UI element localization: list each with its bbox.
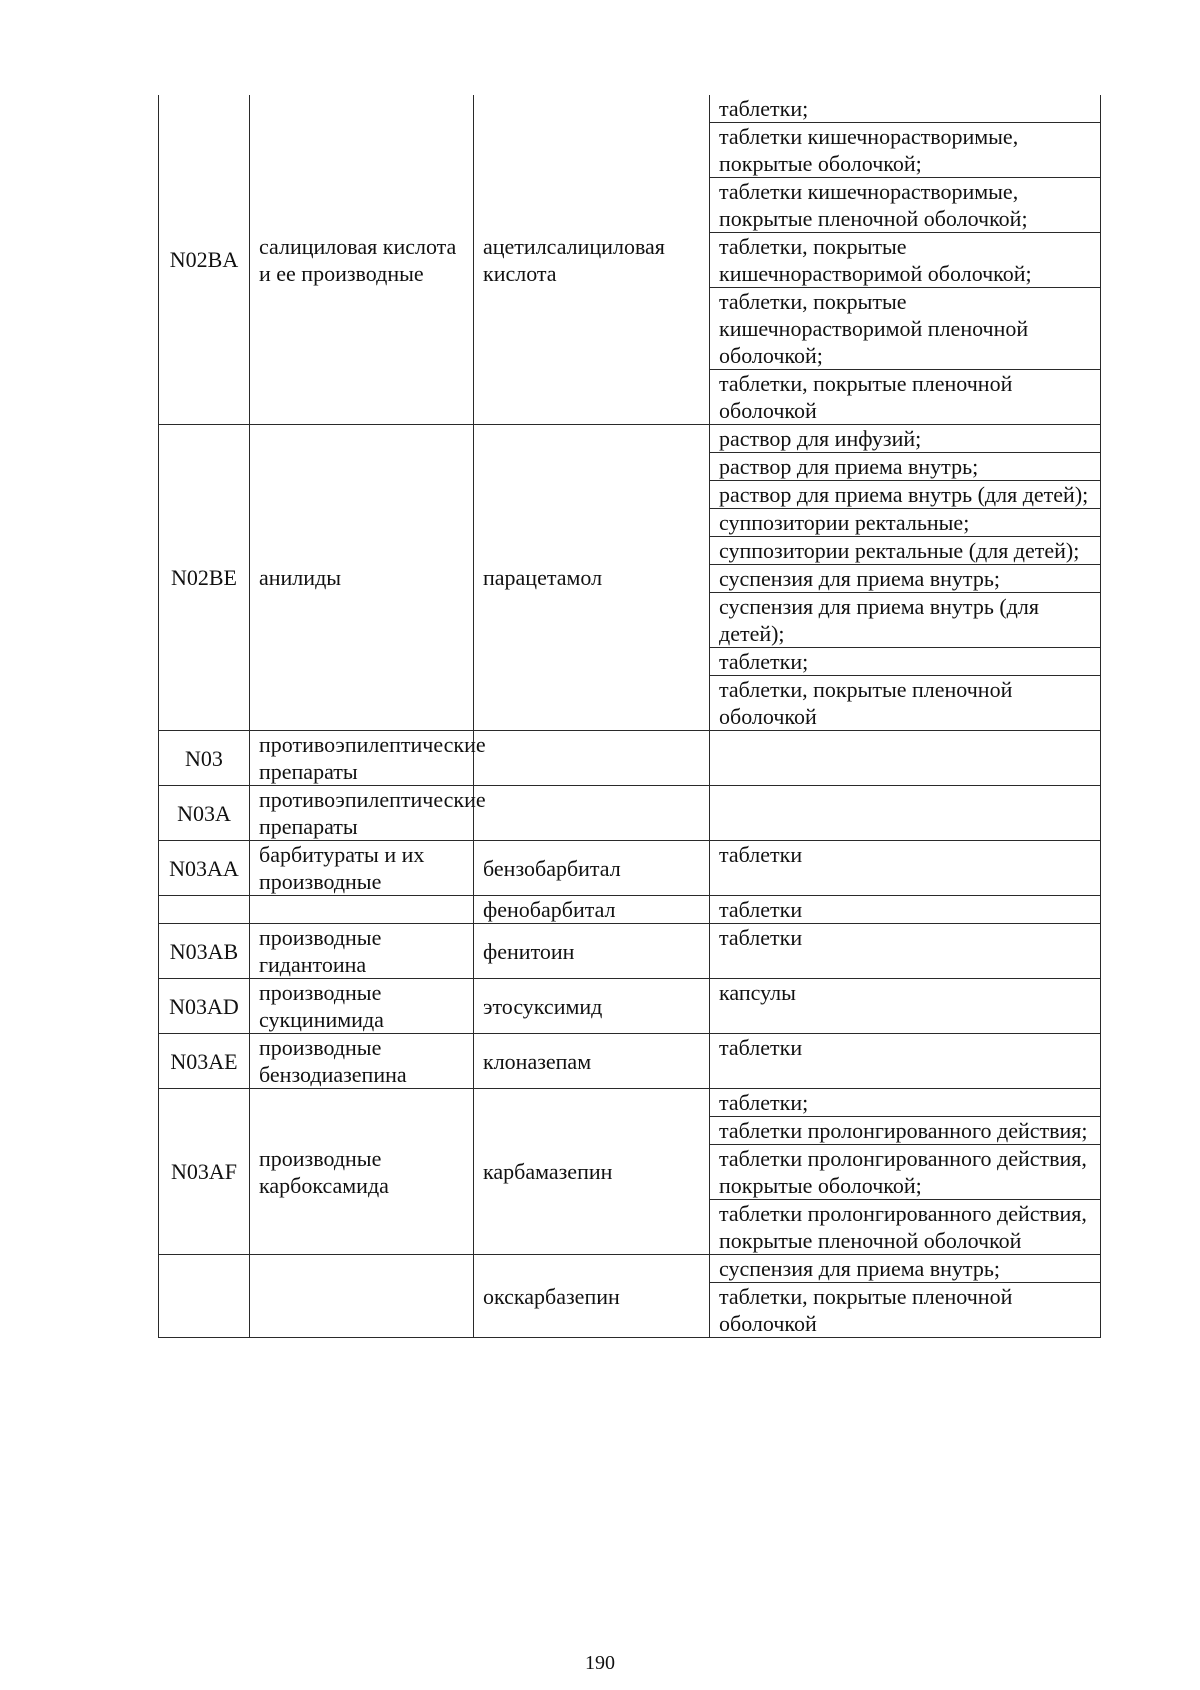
group-name-cell: производные сукцинимида	[250, 979, 474, 1034]
dosage-form-item: таблетки	[719, 842, 803, 867]
group-name-cell: производные карбоксамида	[250, 1089, 474, 1255]
drug-name-cell: ацетилсалициловая кислота	[474, 95, 710, 425]
dosage-forms-cell	[710, 841, 1101, 896]
group-name-cell: салициловая кислота и ее производные	[250, 95, 474, 425]
dosage-form-item: раствор для приема внутрь;	[710, 453, 1100, 481]
dosage-form-item: таблетки кишечнорастворимые, покрытые пленочной оболочкой;	[710, 178, 1100, 233]
dosage-form-item: таблетки;	[710, 1089, 1100, 1117]
atc-code-cell: N03A	[159, 786, 250, 841]
dosage-form-item: таблетки, покрытые пленочной оболочкой	[719, 371, 1013, 423]
dosage-form-item: суппозитории ректальные (для детей);	[710, 537, 1100, 565]
dosage-forms-cell	[710, 1255, 1101, 1338]
atc-code-cell	[159, 896, 250, 924]
dosage-form-item: суспензия для приема внутрь;	[710, 565, 1100, 593]
atc-code-cell: N03AD	[159, 979, 250, 1034]
table-body	[159, 95, 1101, 1338]
atc-code-cell: N03AE	[159, 1034, 250, 1089]
dosage-form-item: таблетки пролонгированного действия, покрытые оболочкой;	[710, 1145, 1100, 1200]
drug-name-cell: бензобарбитал	[474, 841, 710, 896]
dosage-form-item	[710, 731, 1100, 785]
group-name-cell	[250, 1255, 474, 1338]
dosage-form-item: таблетки	[719, 925, 803, 950]
table-row	[159, 1255, 1101, 1338]
dosage-form-item	[710, 786, 1100, 840]
atc-code-cell: N03AB	[159, 924, 250, 979]
dosage-forms-cell	[710, 896, 1101, 924]
dosage-forms-cell	[710, 924, 1101, 979]
dosage-form-item: суспензия для приема внутрь;	[710, 1255, 1100, 1283]
table-row	[159, 924, 1101, 979]
dosage-forms-cell	[710, 1034, 1101, 1089]
drug-name-cell: фенобарбитал	[474, 896, 710, 924]
dosage-form-item: раствор для приема внутрь (для детей);	[710, 481, 1100, 509]
dosage-form-item: таблетки	[719, 1035, 803, 1060]
dosage-form-item: раствор для инфузий;	[710, 425, 1100, 453]
dosage-form-item: капсулы	[719, 980, 796, 1005]
dosage-forms-cell	[710, 1089, 1101, 1255]
table-row	[159, 979, 1101, 1034]
table-row	[159, 1034, 1101, 1089]
group-name-cell: барбитураты и их производные	[250, 841, 474, 896]
drug-table	[158, 95, 1101, 1338]
dosage-form-item: суспензия для приема внутрь (для детей);	[710, 593, 1100, 648]
drug-name-cell: парацетамол	[474, 425, 710, 731]
dosage-form-item: таблетки пролонгированного действия, покрытые пленочной оболочкой	[719, 1201, 1087, 1253]
atc-code-cell: N02BE	[159, 425, 250, 731]
dosage-form-item: суппозитории ректальные;	[710, 509, 1100, 537]
atc-code-cell	[159, 1255, 250, 1338]
dosage-forms-cell	[710, 425, 1101, 731]
table-row	[159, 95, 1101, 425]
group-name-cell	[250, 896, 474, 924]
drug-name-cell	[474, 786, 710, 841]
table-row	[159, 841, 1101, 896]
atc-code-cell: N03AA	[159, 841, 250, 896]
dosage-form-item: таблетки, покрытые пленочной оболочкой	[719, 677, 1013, 729]
group-name-cell: анилиды	[250, 425, 474, 731]
dosage-forms-cell	[710, 731, 1101, 786]
dosage-form-item: таблетки, покрытые кишечнорастворимой пленочной оболочкой;	[710, 288, 1100, 370]
drug-name-cell: окскарбазепин	[474, 1255, 710, 1338]
table-row	[159, 1089, 1101, 1255]
table-row	[159, 786, 1101, 841]
atc-code-cell: N03AF	[159, 1089, 250, 1255]
table-row	[159, 731, 1101, 786]
drug-name-cell: карбамазепин	[474, 1089, 710, 1255]
dosage-forms-cell	[710, 786, 1101, 841]
group-name-cell: противоэпилептические препараты	[250, 786, 474, 841]
dosage-form-item: таблетки, покрытые пленочной оболочкой	[719, 1284, 1013, 1336]
group-name-cell: производные бензодиазепина	[250, 1034, 474, 1089]
drug-name-cell: клоназепам	[474, 1034, 710, 1089]
dosage-form-item: таблетки пролонгированного действия;	[710, 1117, 1100, 1145]
dosage-form-item: таблетки	[719, 897, 803, 922]
dosage-forms-cell	[710, 95, 1101, 425]
group-name-cell: производные гидантоина	[250, 924, 474, 979]
drug-name-cell: фенитоин	[474, 924, 710, 979]
drug-name-cell	[474, 731, 710, 786]
table-row	[159, 896, 1101, 924]
dosage-form-item: таблетки, покрытые кишечнорастворимой оболочкой;	[710, 233, 1100, 288]
dosage-form-item: таблетки;	[710, 648, 1100, 676]
dosage-form-item: таблетки кишечнорастворимые, покрытые оболочкой;	[710, 123, 1100, 178]
page-number: 190	[585, 1652, 615, 1674]
atc-code-cell: N02BA	[159, 95, 250, 425]
drug-name-cell: этосуксимид	[474, 979, 710, 1034]
dosage-forms-cell	[710, 979, 1101, 1034]
group-name-cell: противоэпилептические препараты	[250, 731, 474, 786]
dosage-form-item: таблетки;	[710, 95, 1100, 123]
atc-code-cell: N03	[159, 731, 250, 786]
table-row	[159, 425, 1101, 731]
